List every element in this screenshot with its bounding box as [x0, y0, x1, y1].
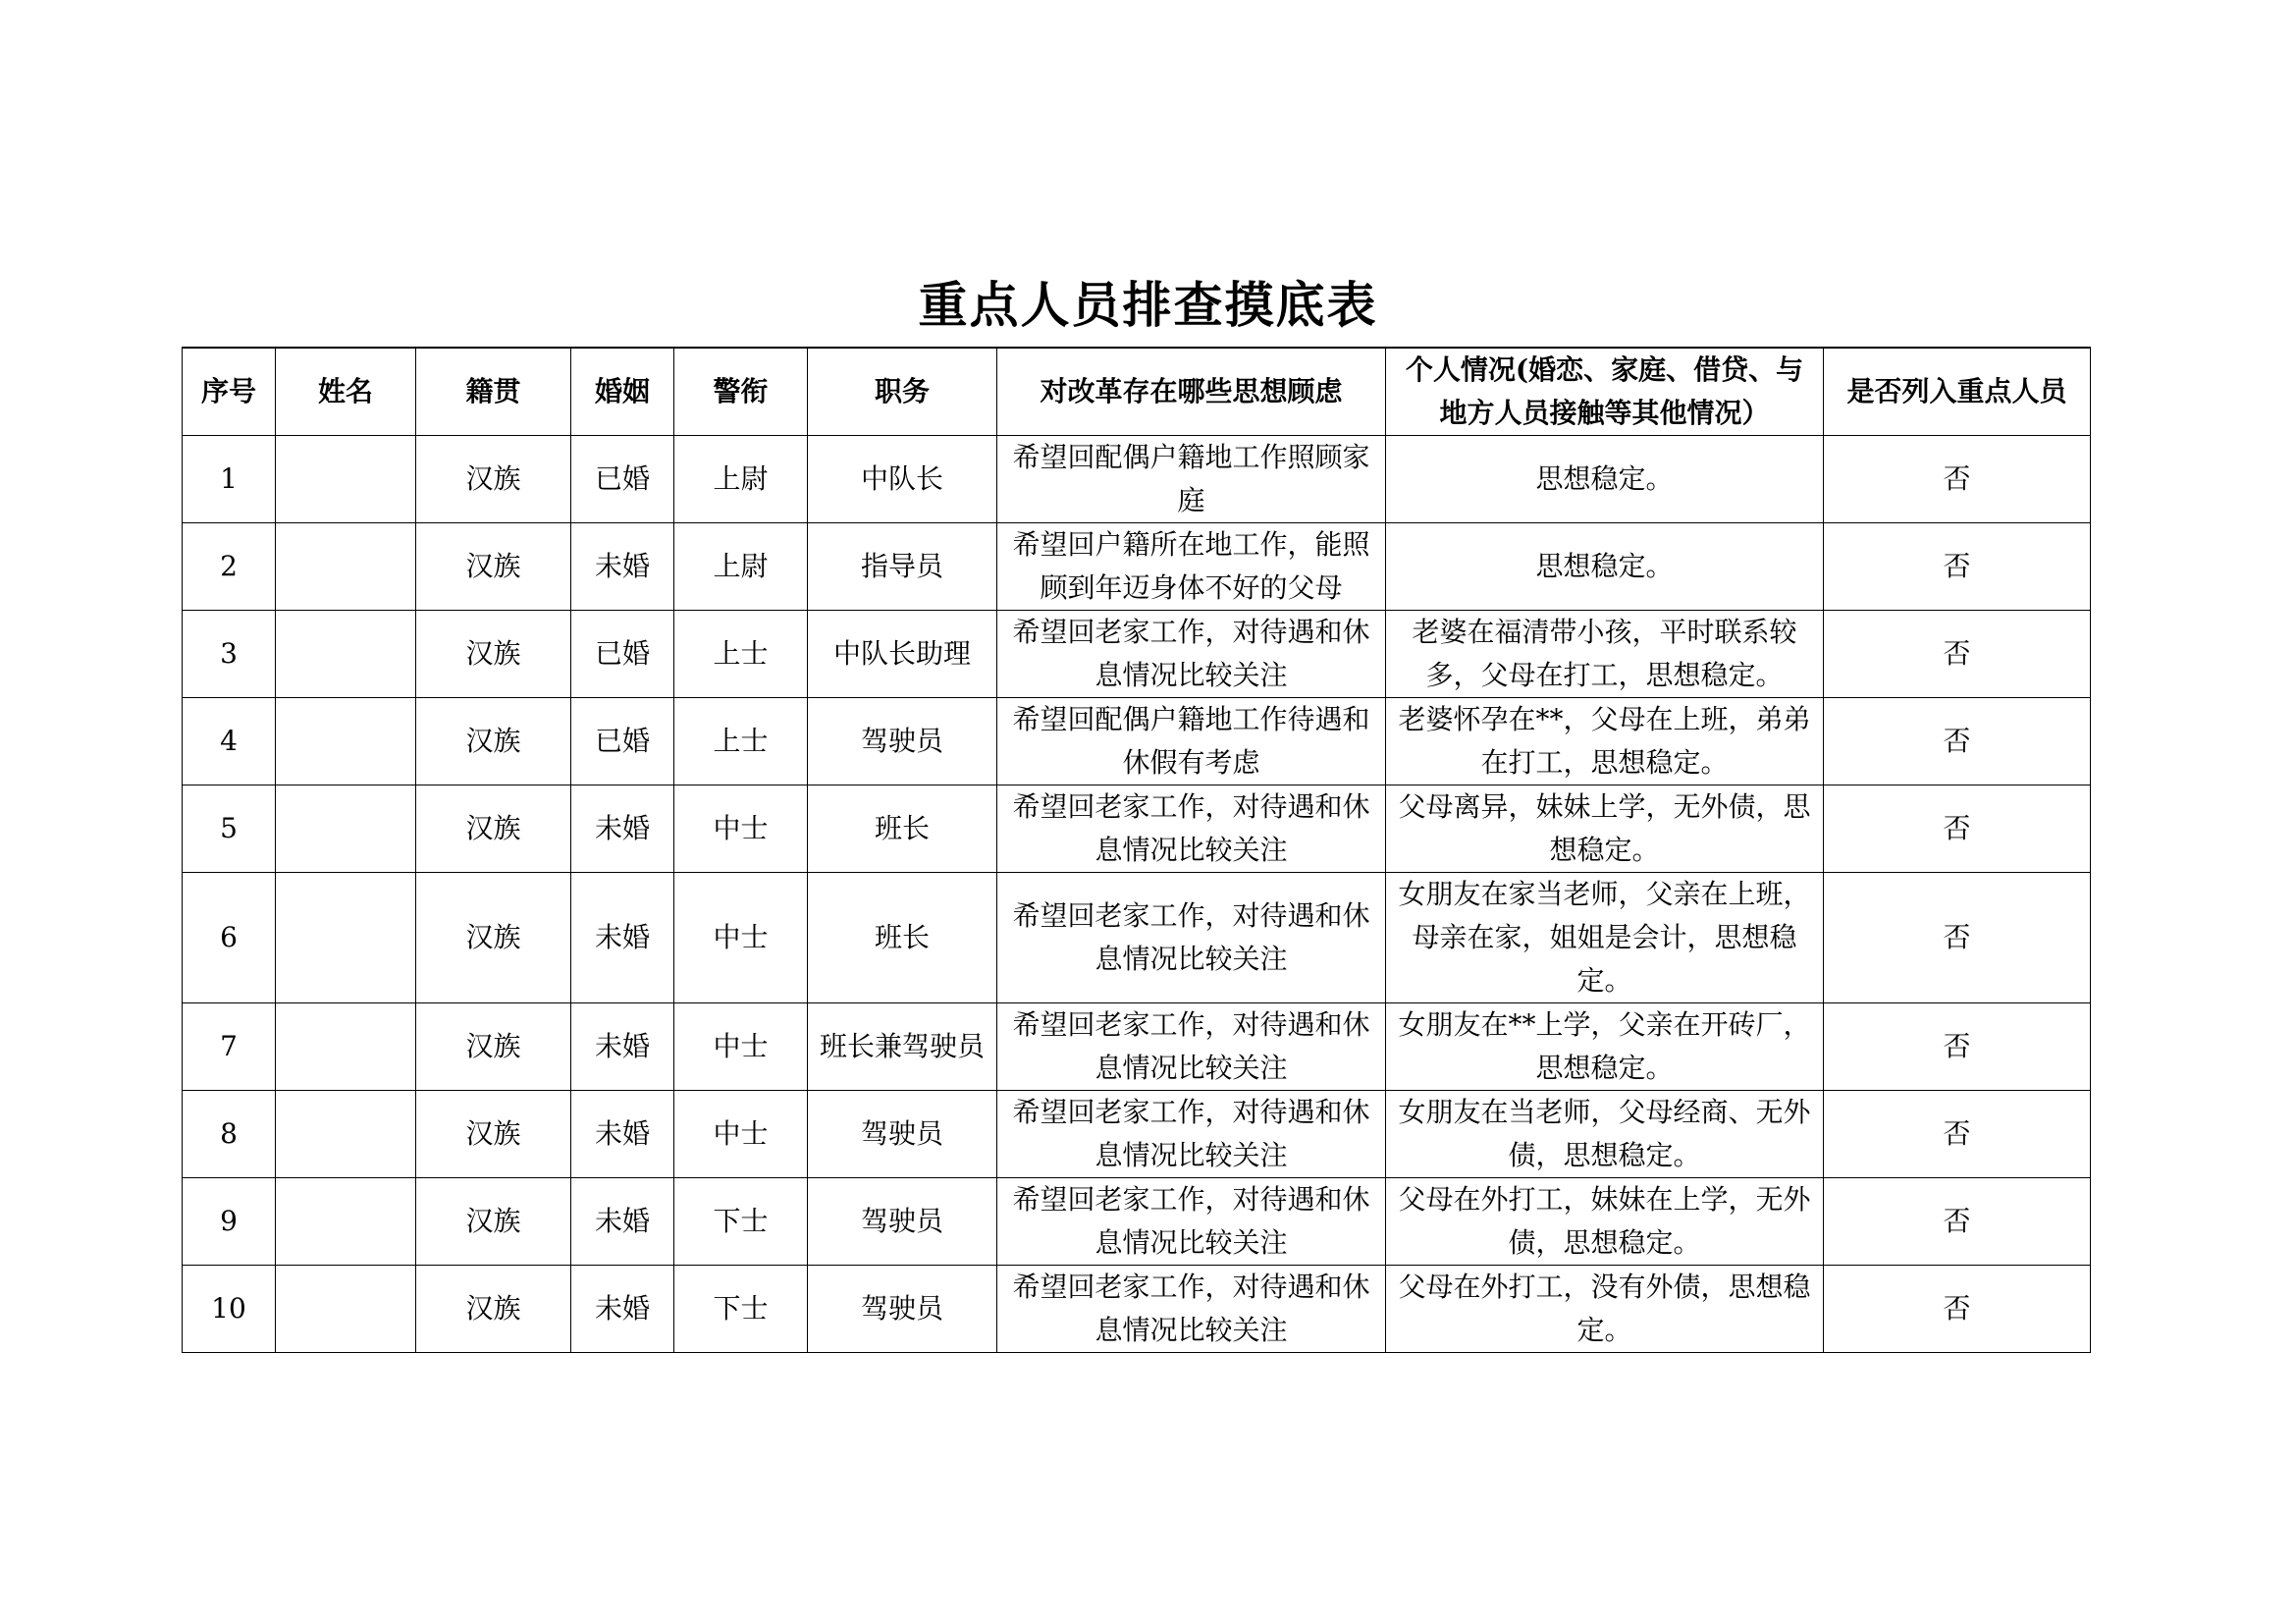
cell-concern: 希望回老家工作，对待遇和休息情况比较关注	[997, 1266, 1386, 1353]
cell-marriage: 未婚	[571, 1178, 674, 1266]
cell-name	[276, 1178, 416, 1266]
cell-marriage: 未婚	[571, 873, 674, 1003]
cell-personal: 思想稳定。	[1386, 523, 1824, 611]
table-row	[183, 523, 2091, 611]
header-no: 序号	[183, 348, 276, 436]
personnel-table	[182, 347, 2091, 1353]
cell-no: 6	[183, 873, 276, 1003]
cell-origin: 汉族	[416, 436, 571, 523]
cell-name	[276, 1091, 416, 1178]
cell-origin: 汉族	[416, 523, 571, 611]
cell-no: 4	[183, 698, 276, 785]
cell-marriage: 未婚	[571, 1003, 674, 1091]
cell-personal: 父母离异，妹妹上学，无外债，思想稳定。	[1386, 785, 1824, 873]
cell-personal: 女朋友在**上学，父亲在开砖厂，思想稳定。	[1386, 1003, 1824, 1091]
table-row	[183, 1178, 2091, 1266]
cell-marriage: 未婚	[571, 1091, 674, 1178]
cell-origin: 汉族	[416, 1003, 571, 1091]
cell-name	[276, 436, 416, 523]
table-row	[183, 1266, 2091, 1353]
cell-personal: 父母在外打工，妹妹在上学，无外债，思想稳定。	[1386, 1178, 1824, 1266]
cell-key-person: 否	[1824, 523, 2091, 611]
cell-name	[276, 611, 416, 698]
cell-post: 中队长助理	[808, 611, 997, 698]
header-key-person: 是否列入重点人员	[1824, 348, 2091, 436]
cell-marriage: 已婚	[571, 611, 674, 698]
cell-no: 8	[183, 1091, 276, 1178]
cell-personal: 女朋友在家当老师，父亲在上班，母亲在家，姐姐是会计，思想稳定。	[1386, 873, 1824, 1003]
cell-concern: 希望回老家工作，对待遇和休息情况比较关注	[997, 1091, 1386, 1178]
cell-no: 3	[183, 611, 276, 698]
cell-name	[276, 1003, 416, 1091]
cell-concern: 希望回老家工作，对待遇和休息情况比较关注	[997, 785, 1386, 873]
cell-post: 驾驶员	[808, 1266, 997, 1353]
cell-marriage: 未婚	[571, 1266, 674, 1353]
cell-key-person: 否	[1824, 698, 2091, 785]
cell-origin: 汉族	[416, 611, 571, 698]
cell-personal: 父母在外打工，没有外债，思想稳定。	[1386, 1266, 1824, 1353]
header-marriage: 婚姻	[571, 348, 674, 436]
table-row	[183, 611, 2091, 698]
header-personal: 个人情况(婚恋、家庭、借贷、与地方人员接触等其他情况）	[1386, 348, 1824, 436]
cell-name	[276, 873, 416, 1003]
cell-concern: 希望回老家工作，对待遇和休息情况比较关注	[997, 1178, 1386, 1266]
cell-no: 9	[183, 1178, 276, 1266]
header-name: 姓名	[276, 348, 416, 436]
header-concern: 对改革存在哪些思想顾虑	[997, 348, 1386, 436]
cell-post: 驾驶员	[808, 1091, 997, 1178]
cell-concern: 希望回老家工作，对待遇和休息情况比较关注	[997, 1003, 1386, 1091]
cell-concern: 希望回老家工作，对待遇和休息情况比较关注	[997, 611, 1386, 698]
table-row	[183, 873, 2091, 1003]
header-rank: 警衔	[674, 348, 808, 436]
cell-post: 中队长	[808, 436, 997, 523]
cell-personal: 老婆怀孕在**，父母在上班，弟弟在打工，思想稳定。	[1386, 698, 1824, 785]
cell-name	[276, 698, 416, 785]
cell-key-person: 否	[1824, 1178, 2091, 1266]
cell-no: 2	[183, 523, 276, 611]
table-row	[183, 1091, 2091, 1178]
cell-marriage: 已婚	[571, 698, 674, 785]
cell-rank: 中士	[674, 873, 808, 1003]
cell-rank: 上尉	[674, 523, 808, 611]
cell-post: 驾驶员	[808, 1178, 997, 1266]
cell-origin: 汉族	[416, 873, 571, 1003]
cell-post: 驾驶员	[808, 698, 997, 785]
cell-post: 班长	[808, 785, 997, 873]
cell-personal: 老婆在福清带小孩，平时联系较多，父母在打工，思想稳定。	[1386, 611, 1824, 698]
cell-marriage: 已婚	[571, 436, 674, 523]
cell-no: 10	[183, 1266, 276, 1353]
cell-origin: 汉族	[416, 1091, 571, 1178]
cell-concern: 希望回配偶户籍地工作照顾家庭	[997, 436, 1386, 523]
cell-marriage: 未婚	[571, 523, 674, 611]
cell-rank: 上尉	[674, 436, 808, 523]
cell-rank: 中士	[674, 1091, 808, 1178]
cell-rank: 下士	[674, 1178, 808, 1266]
cell-origin: 汉族	[416, 1178, 571, 1266]
cell-name	[276, 785, 416, 873]
cell-key-person: 否	[1824, 1091, 2091, 1178]
cell-origin: 汉族	[416, 785, 571, 873]
cell-marriage: 未婚	[571, 785, 674, 873]
page-title: 重点人员排查摸底表	[918, 276, 1378, 334]
cell-key-person: 否	[1824, 1003, 2091, 1091]
cell-rank: 中士	[674, 785, 808, 873]
cell-concern: 希望回配偶户籍地工作待遇和休假有考虑	[997, 698, 1386, 785]
cell-concern: 希望回老家工作，对待遇和休息情况比较关注	[997, 873, 1386, 1003]
cell-key-person: 否	[1824, 873, 2091, 1003]
cell-name	[276, 1266, 416, 1353]
table-row	[183, 698, 2091, 785]
cell-post: 指导员	[808, 523, 997, 611]
cell-key-person: 否	[1824, 436, 2091, 523]
cell-no: 7	[183, 1003, 276, 1091]
cell-key-person: 否	[1824, 611, 2091, 698]
header-origin: 籍贯	[416, 348, 571, 436]
header-post: 职务	[808, 348, 997, 436]
cell-personal: 思想稳定。	[1386, 436, 1824, 523]
cell-concern: 希望回户籍所在地工作，能照顾到年迈身体不好的父母	[997, 523, 1386, 611]
cell-key-person: 否	[1824, 1266, 2091, 1353]
table-row	[183, 436, 2091, 523]
cell-no: 5	[183, 785, 276, 873]
cell-name	[276, 523, 416, 611]
cell-personal: 女朋友在当老师，父母经商、无外债，思想稳定。	[1386, 1091, 1824, 1178]
cell-rank: 下士	[674, 1266, 808, 1353]
table-row	[183, 785, 2091, 873]
cell-rank: 中士	[674, 1003, 808, 1091]
cell-rank: 上士	[674, 698, 808, 785]
table-row	[183, 1003, 2091, 1091]
cell-key-person: 否	[1824, 785, 2091, 873]
cell-no: 1	[183, 436, 276, 523]
cell-post: 班长兼驾驶员	[808, 1003, 997, 1091]
cell-post: 班长	[808, 873, 997, 1003]
cell-origin: 汉族	[416, 698, 571, 785]
table-header-row	[183, 348, 2091, 436]
cell-origin: 汉族	[416, 1266, 571, 1353]
cell-rank: 上士	[674, 611, 808, 698]
